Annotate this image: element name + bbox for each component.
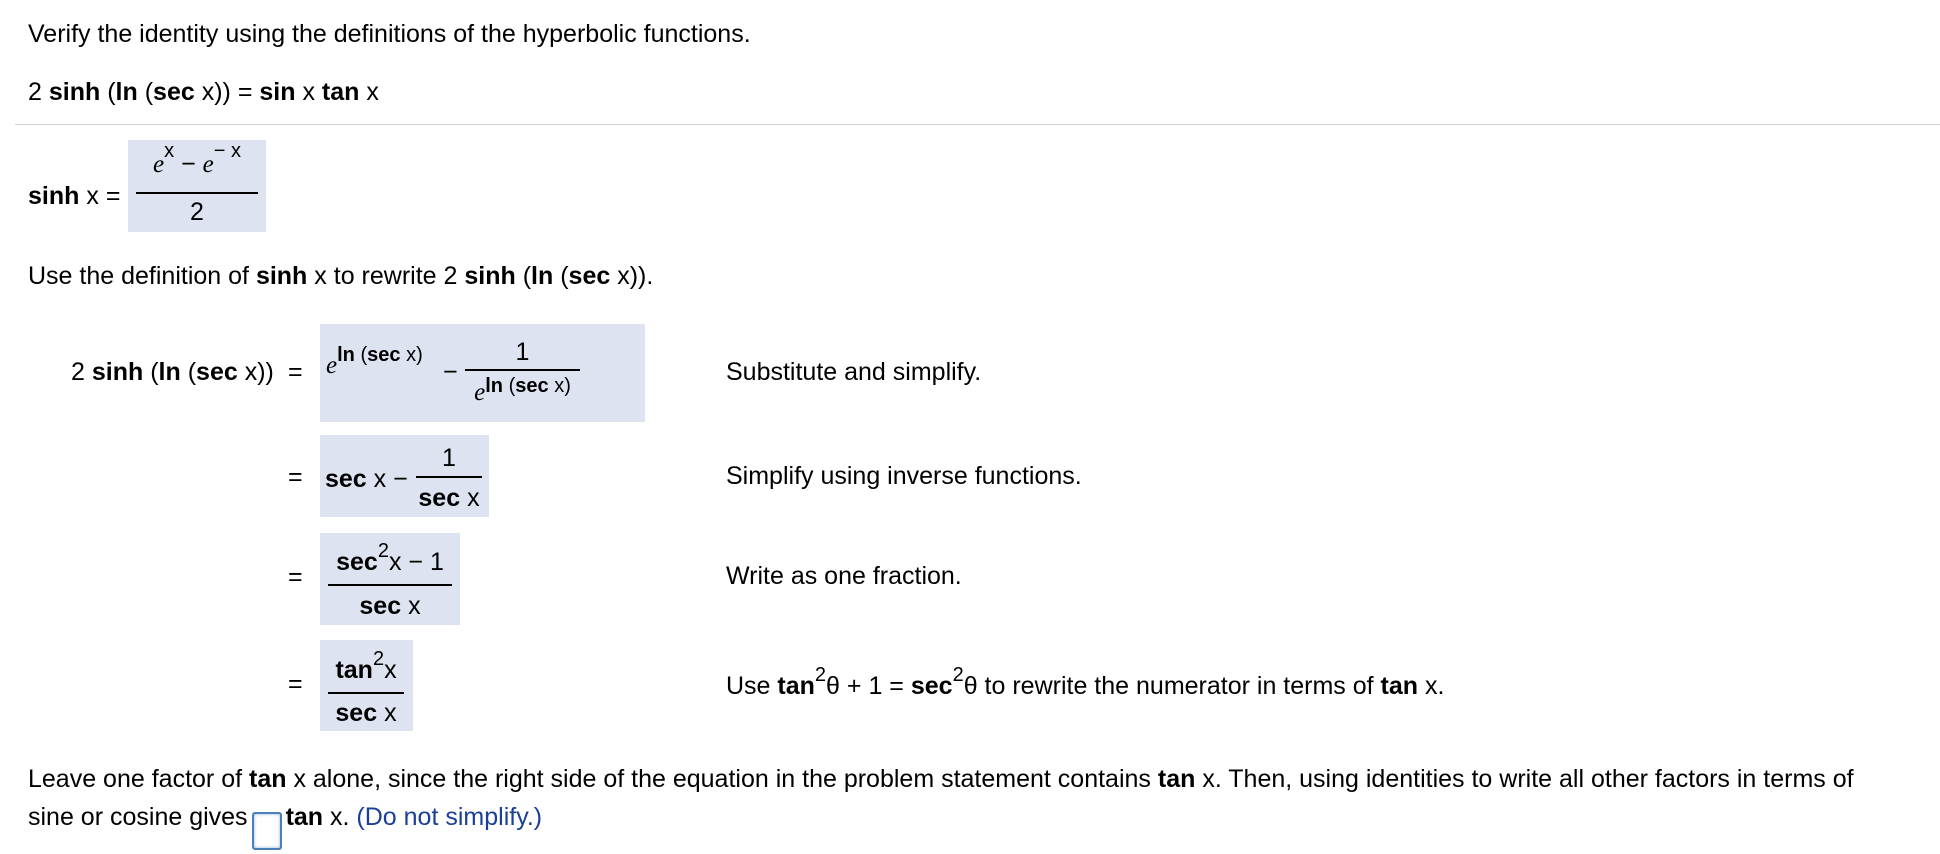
prompt-text: x to rewrite 2 [314, 262, 458, 290]
prompt-text: x)). [617, 262, 654, 290]
step2-minus: − [393, 465, 408, 493]
identity-var: x [366, 78, 379, 106]
step4-var: x [384, 656, 397, 684]
note-tan: tan [777, 672, 815, 700]
def-exp: − x [213, 140, 241, 162]
step3-square: 2 [377, 540, 389, 562]
final-text: sine or cosine gives [28, 803, 248, 831]
identity-paren: )) [214, 78, 231, 106]
identity-sec: sec [153, 78, 195, 106]
step2-denominator [416, 484, 482, 513]
def-sinh: sinh [28, 182, 80, 210]
def-e: e [202, 151, 214, 178]
step1-exponent: ln (sec x) [337, 344, 423, 366]
note-text: θ + 1 = [826, 672, 904, 700]
step4-note [726, 664, 1445, 701]
prompt-sinh: sinh [464, 262, 516, 290]
step4-denominator [322, 699, 410, 728]
lhs-paren: ( [150, 358, 159, 386]
identity-tan: tan [321, 78, 360, 106]
step4-den-sec: sec [335, 699, 378, 727]
lhs-paren: ( [187, 358, 197, 386]
lhs-ln: ln [158, 358, 181, 386]
final-prompt-line1 [28, 765, 1854, 794]
lhs-sinh: sinh [91, 358, 144, 386]
prompt-paren: ( [522, 262, 532, 290]
step3-rest: x − 1 [388, 548, 444, 576]
final-tan: tan [249, 765, 287, 793]
final-text: x alone, since the right side of the equation in the problem statement contains [293, 765, 1151, 793]
note-square: 2 [814, 664, 827, 686]
identity-equals: = [237, 78, 253, 106]
step1-note: Substitute and simplify. [726, 358, 982, 386]
note-sec: sec [910, 672, 953, 700]
step2-note: Simplify using inverse functions. [726, 462, 1082, 490]
final-prompt-line2 [28, 803, 542, 850]
prompt-paren: ( [560, 262, 569, 290]
step1-den-exponent: ln (sec x) [485, 375, 571, 397]
def-var: x [86, 182, 99, 210]
step3-fraction-bar [328, 584, 452, 586]
definition-fraction-bar [136, 192, 258, 194]
answer-input[interactable] [252, 812, 282, 850]
identity-var: x [201, 78, 215, 106]
def-exp: x [164, 140, 175, 162]
step3-sec: sec [336, 548, 378, 576]
step1-numerator: 1 [515, 338, 530, 366]
divider [15, 124, 1940, 125]
prompt-ln: ln [531, 262, 554, 290]
definition-numerator [128, 140, 266, 179]
identity-sin: sin [259, 78, 296, 106]
equals-sign: = [288, 563, 303, 591]
step1-den-e: e [474, 379, 486, 406]
def-e: e [153, 151, 165, 178]
lhs-text: x)) [244, 358, 274, 386]
rewrite-prompt [28, 262, 653, 291]
equals-sign: = [288, 358, 303, 386]
identity-paren: ( [144, 78, 154, 106]
final-tan: tan [1157, 765, 1196, 793]
hint-text: (Do not simplify.) [356, 803, 543, 831]
instruction-text: Verify the identity using the definitions of the hyperbolic functions. [28, 20, 751, 48]
step3-den-sec: sec [359, 592, 402, 620]
identity-coef: 2 [28, 78, 42, 106]
note-text: x. [1425, 672, 1445, 700]
note-text: θ to rewrite the numerator in terms of [963, 672, 1374, 700]
steps-lhs [71, 358, 274, 387]
step2-den-sec: sec [418, 484, 461, 512]
step2-first-term [325, 465, 408, 494]
identity-paren: ( [107, 78, 116, 106]
note-tan: tan [1380, 672, 1419, 700]
identity-statement [28, 78, 379, 107]
identity-var: x [302, 78, 315, 106]
def-minus: − [181, 150, 196, 178]
prompt-sec: sec [568, 262, 611, 290]
final-text: x. [330, 803, 350, 831]
step4-numerator [322, 648, 410, 685]
step1-fraction-bar [465, 369, 580, 371]
final-text: x. Then, using identities to write all other factors in terms of [1202, 765, 1854, 793]
step2-sec: sec [325, 465, 367, 493]
identity-ln: ln [115, 78, 138, 106]
step2-var: x [373, 465, 387, 493]
note-square: 2 [952, 664, 964, 686]
equals-sign: = [288, 463, 303, 491]
step1-first-term [326, 344, 423, 380]
step3-note: Write as one fraction. [726, 562, 962, 590]
step4-tan: tan [335, 656, 373, 684]
final-tan: tan [285, 803, 324, 831]
lhs-sec: sec [196, 358, 238, 386]
equals-sign: = [288, 670, 303, 698]
identity-sinh: sinh [48, 78, 101, 106]
step4-fraction-bar [328, 692, 404, 694]
step1-minus: − [443, 358, 458, 386]
prompt-text: Use the definition of [28, 262, 249, 290]
step2-den-var: x [467, 484, 480, 512]
definition-denominator: 2 [190, 198, 204, 226]
lhs-coef: 2 [71, 358, 85, 386]
step3-den-var: x [408, 592, 421, 620]
step1-e: e [326, 352, 338, 379]
note-text: Use [726, 672, 771, 700]
step3-denominator [326, 592, 454, 621]
step2-fraction-bar [416, 476, 482, 478]
step2-numerator: 1 [442, 444, 456, 472]
step4-square: 2 [372, 648, 385, 670]
prompt-sinh: sinh [255, 262, 308, 290]
step1-denominator [465, 375, 580, 407]
step4-den-var: x [384, 699, 397, 727]
step3-numerator [326, 540, 454, 577]
final-text: Leave one factor of [28, 765, 243, 793]
definition-lhs [28, 182, 120, 211]
def-equals: = [105, 182, 121, 210]
